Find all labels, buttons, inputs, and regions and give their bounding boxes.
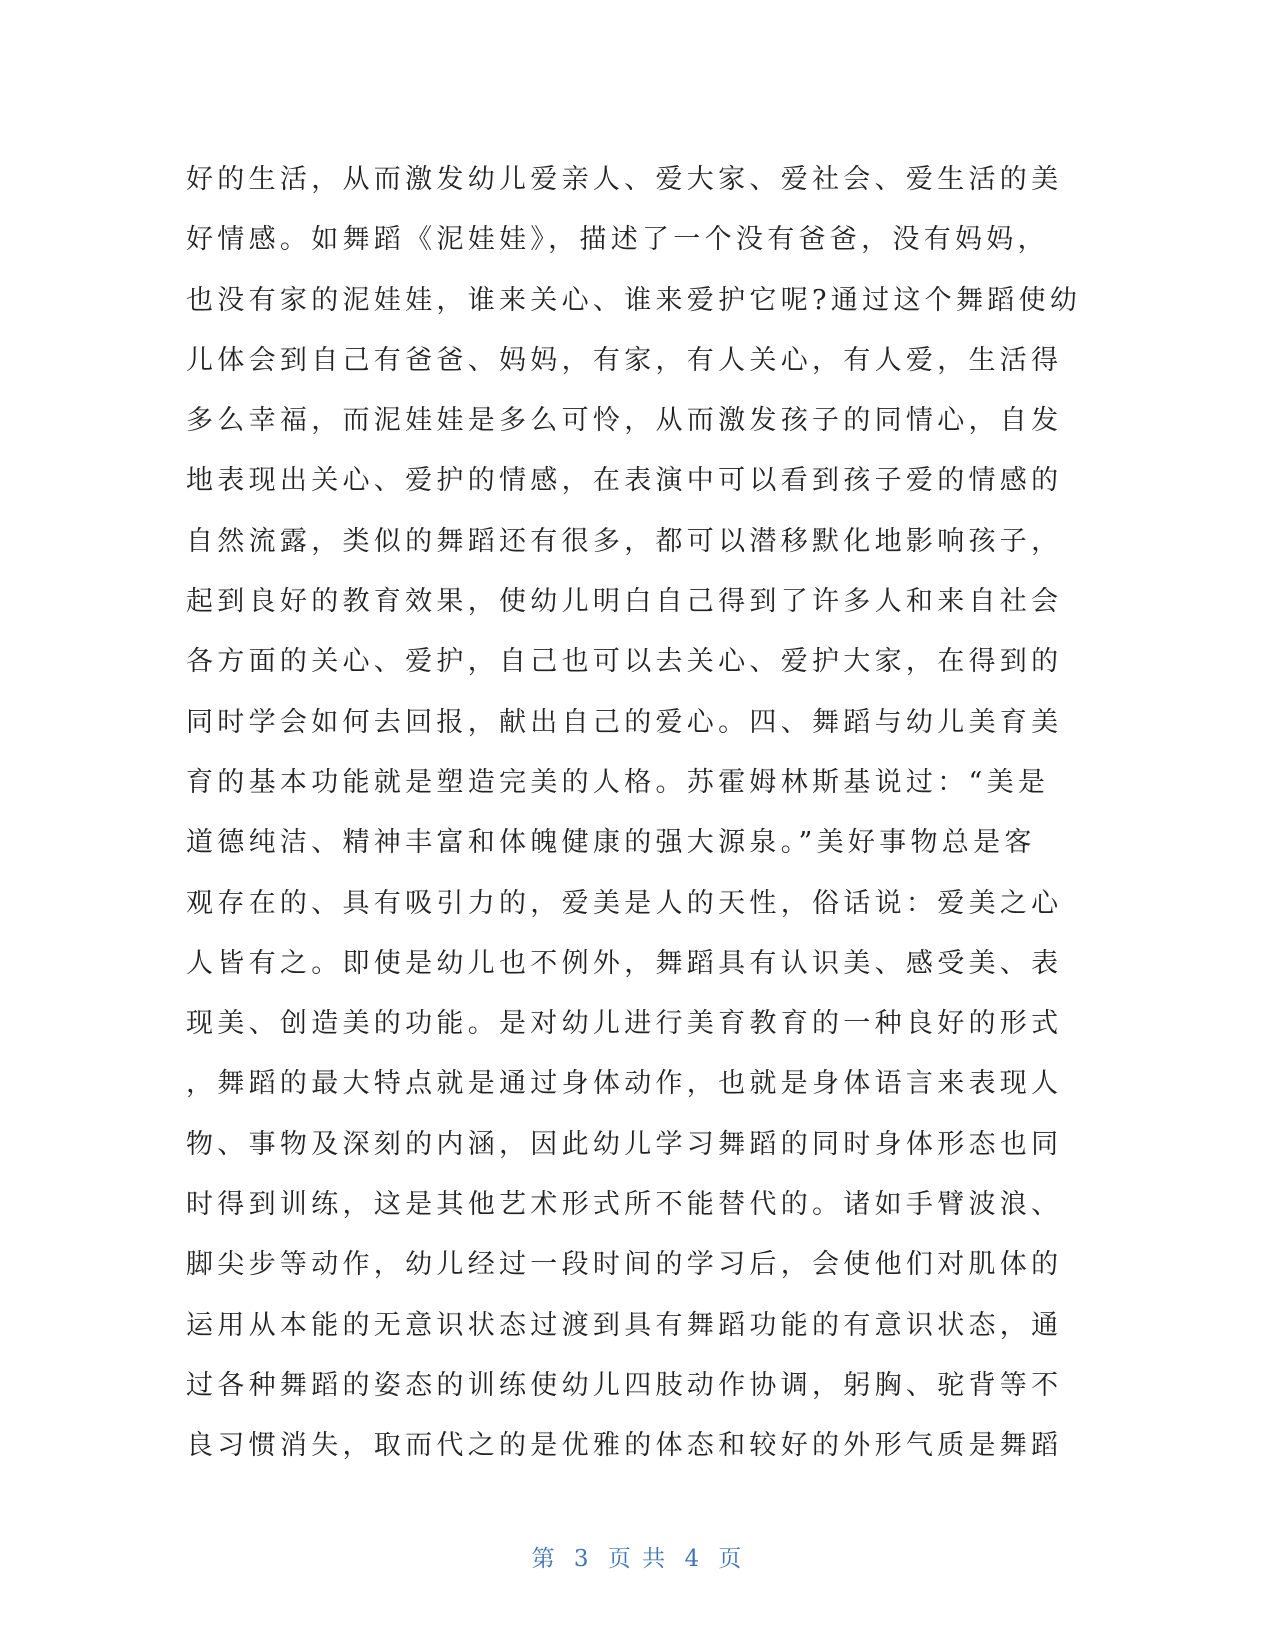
document-body (186, 150, 1082, 1477)
text-line: 儿体会到自己有爸爸、妈妈，有家，有人关心，有人爱，生活得 (186, 344, 1063, 376)
text-line: 时得到训练，这是其他艺术形式所不能替代的。诸如手臂波浪、 (186, 1189, 1063, 1221)
page-label-suffix: 页 (718, 1546, 744, 1572)
text-line: 自然流露，类似的舞蹈还有很多，都可以潜移默化地影响孩子， (186, 525, 1063, 557)
text-line: 人皆有之。即使是幼儿也不例外，舞蹈具有认识美、感受美、表 (186, 947, 1063, 979)
text-line: 同时学会如何去回报，献出自己的爱心。四、舞蹈与幼儿美育美 (186, 706, 1063, 738)
text-line: 各方面的关心、爱护，自己也可以去关心、爱护大家，在得到的 (186, 646, 1063, 678)
text-line: 道德纯洁、精神丰富和体魄健康的强大源泉。”美好事物总是客 (186, 827, 1036, 859)
text-line: ，舞蹈的最大特点就是通过身体动作，也就是身体语言来表现人 (186, 1068, 1063, 1100)
text-line: 物、事物及深刻的内涵，因此幼儿学习舞蹈的同时身体形态也同 (186, 1128, 1063, 1160)
text-line: 育的基本功能就是塑造完美的人格。苏霍姆林斯基说过：“美是 (186, 766, 1050, 798)
text-line: 现美、创造美的功能。是对幼儿进行美育教育的一种良好的形式 (186, 1008, 1063, 1040)
total-pages-number: 4 (684, 1546, 702, 1572)
text-line: 多么幸福，而泥娃娃是多么可怜，从而激发孩子的同情心，自发 (186, 405, 1063, 437)
text-line: 脚尖步等动作，幼儿经过一段时间的学习后，会使他们对肌体的 (186, 1249, 1063, 1281)
text-line: 好情感。如舞蹈《泥娃娃》，描述了一个没有爸爸，没有妈妈， (186, 224, 1049, 256)
text-line: 运用从本能的无意识状态过渡到具有舞蹈功能的有意识状态，通 (186, 1309, 1063, 1341)
text-line: 过各种舞蹈的姿态的训练使幼儿四肢动作协调，躬胸、驼背等不 (186, 1369, 1063, 1401)
text-line: 观存在的、具有吸引力的，爱美是人的天性，俗话说：爱美之心 (186, 887, 1063, 919)
text-line: 良习惯消失，取而代之的是优雅的体态和较好的外形气质是舞蹈 (186, 1430, 1063, 1462)
text-line: 也没有家的泥娃娃，谁来关心、谁来爱护它呢?通过这个舞蹈使幼 (186, 284, 1082, 316)
page-label-prefix: 第 (531, 1546, 557, 1572)
text-line: 起到良好的教育效果，使幼儿明白自己得到了许多人和来自社会 (186, 586, 1063, 618)
text-line: 好的生活，从而激发幼儿爱亲人、爱大家、爱社会、爱生活的美 (186, 164, 1063, 195)
current-page-number: 3 (573, 1546, 591, 1572)
page-footer (0, 1540, 1275, 1573)
text-line: 地表现出关心、爱护的情感，在表演中可以看到孩子爱的情感的 (186, 465, 1063, 497)
page-label-middle: 页 共 (607, 1546, 668, 1572)
